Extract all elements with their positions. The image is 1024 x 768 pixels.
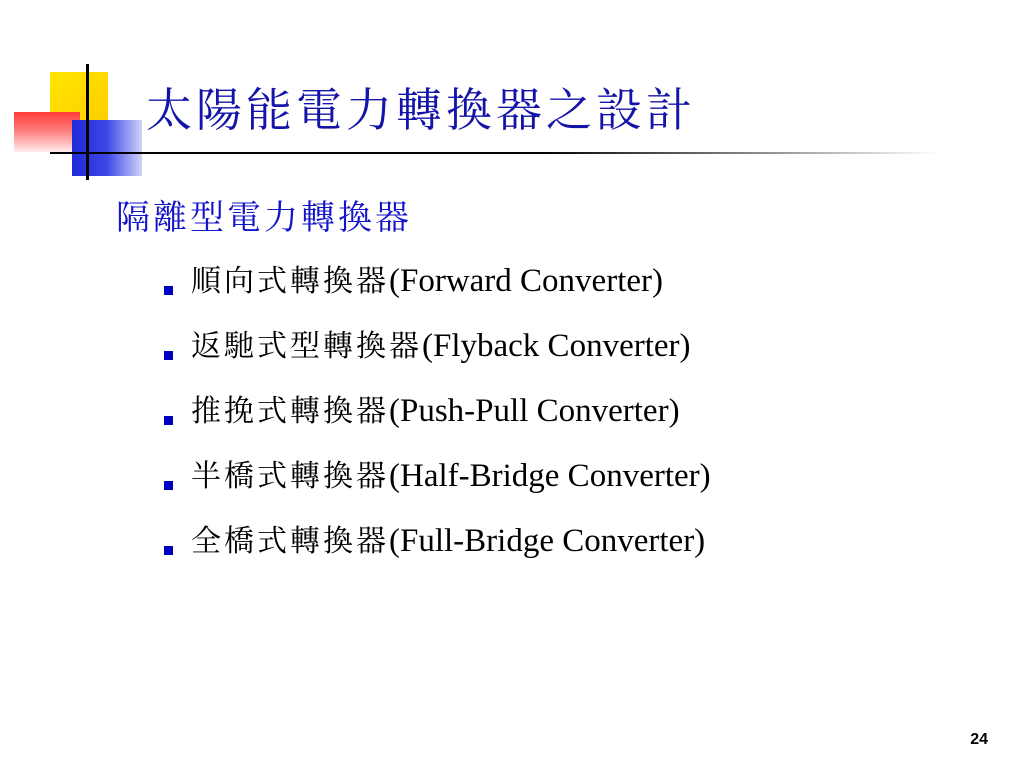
bullet-text: [191, 455, 711, 498]
bullet-item-full-bridge: [164, 520, 711, 585]
bullet-list: [164, 260, 711, 585]
bullet-latin-label: (Push-Pull Converter): [389, 393, 680, 429]
bullet-text: [191, 325, 691, 368]
logo-blue-square: [72, 120, 142, 176]
bullet-latin-label: (Flyback Converter): [422, 328, 691, 364]
section-heading: 隔離型電力轉換器: [116, 198, 412, 238]
bullet-text: [191, 520, 705, 563]
bullet-cjk-label: 順向式轉換器: [191, 264, 389, 299]
bullet-text: [191, 390, 680, 433]
bullet-square-icon: [164, 546, 173, 555]
bullet-latin-label: (Half-Bridge Converter): [389, 458, 711, 494]
bullet-item-flyback: [164, 325, 711, 390]
logo-red-bar: [14, 112, 80, 152]
bullet-item-forward: [164, 260, 711, 325]
bullet-cjk-label: 半橋式轉換器: [191, 459, 389, 494]
logo-vertical-line: [86, 64, 89, 180]
bullet-square-icon: [164, 351, 173, 360]
page-number: 24: [970, 731, 988, 748]
bullet-cjk-label: 推挽式轉換器: [191, 394, 389, 429]
bullet-square-icon: [164, 286, 173, 295]
bullet-latin-label: (Full-Bridge Converter): [389, 523, 706, 559]
bullet-item-half-bridge: [164, 455, 711, 520]
bullet-latin-label: (Forward Converter): [389, 263, 663, 299]
bullet-text: [191, 260, 663, 303]
bullet-cjk-label: 全橋式轉換器: [191, 524, 389, 559]
title-underline: [50, 152, 940, 154]
slide-title: 太陽能電力轉換器之設計: [146, 83, 696, 137]
bullet-square-icon: [164, 416, 173, 425]
bullet-square-icon: [164, 481, 173, 490]
bullet-item-push-pull: [164, 390, 711, 455]
bullet-cjk-label: 返馳式型轉換器: [191, 329, 422, 364]
